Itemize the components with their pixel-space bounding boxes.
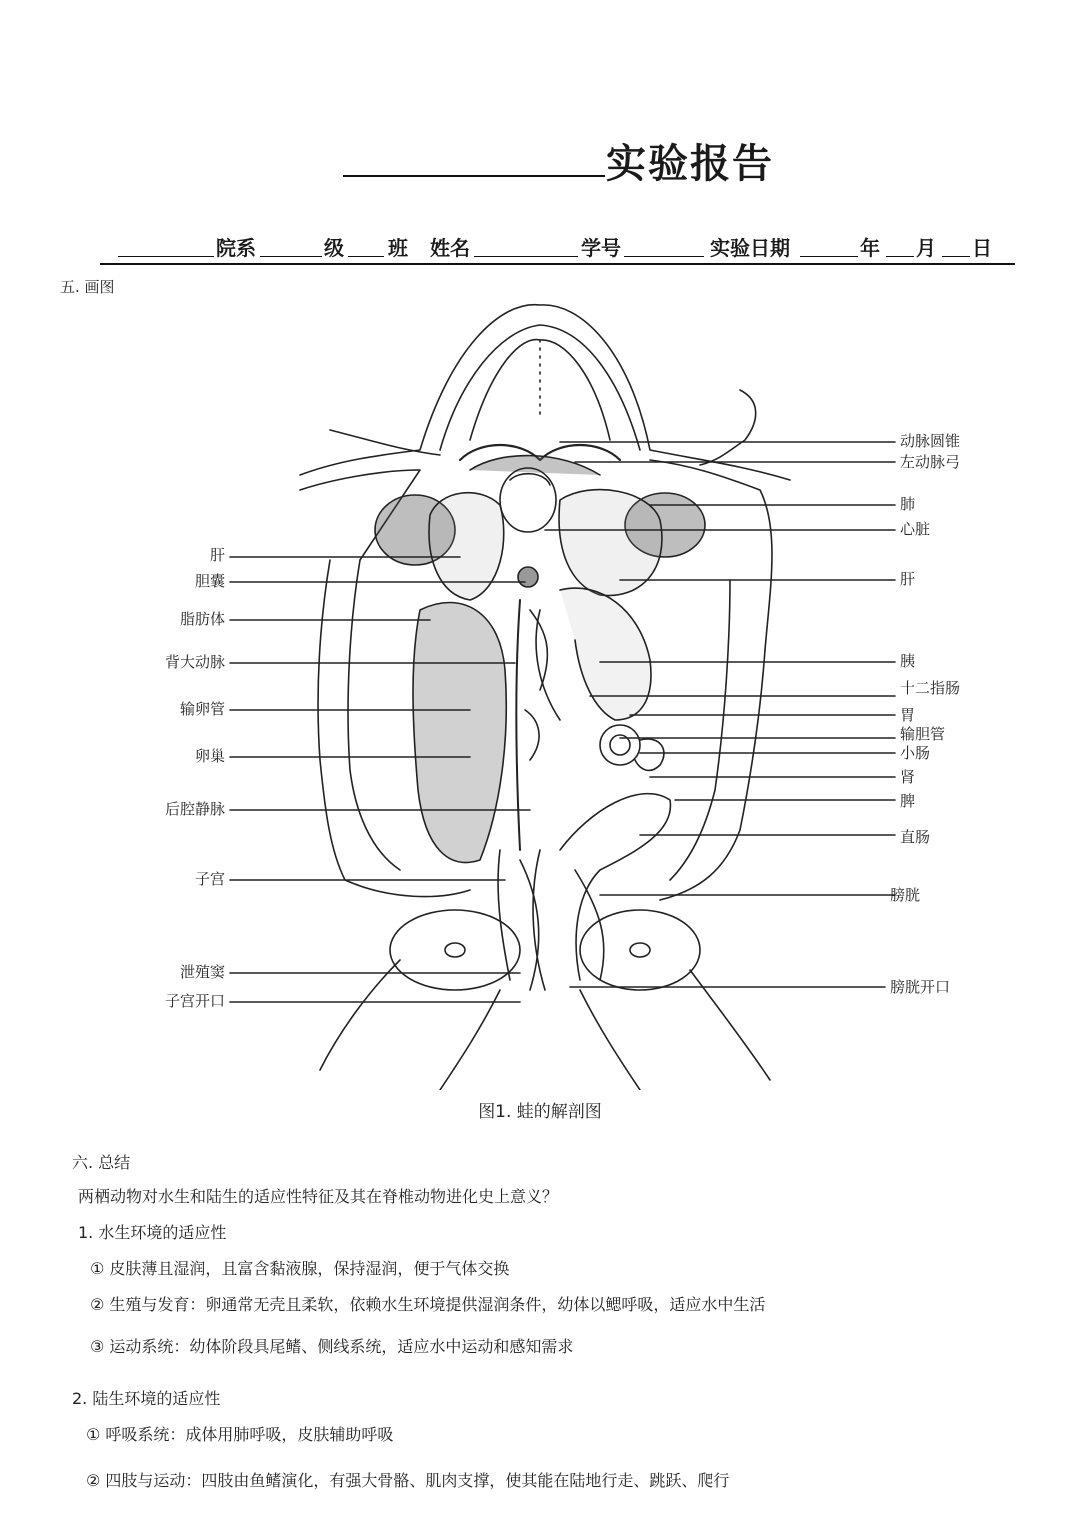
frog-dissection-figure	[0, 290, 1080, 1090]
field-grade: 级	[324, 236, 344, 260]
label-small-intestine: 小肠	[900, 744, 931, 762]
label-spleen: 脾	[900, 792, 916, 810]
blank-line	[348, 256, 384, 257]
label-conus-arteriosus: 动脉圆锥	[900, 432, 961, 450]
part2-title: 2. 陆生环境的适应性	[72, 1389, 221, 1408]
label-dorsal-aorta: 背大动脉	[164, 653, 225, 671]
figure-caption: 图1. 蛙的解剖图	[478, 1102, 602, 1122]
header-rule	[100, 263, 1015, 265]
part1-item: ① 皮肤薄且湿润，且富含黏液腺，保持湿润，便于气体交换	[90, 1259, 510, 1278]
label-cloaca: 泄殖窦	[179, 963, 225, 981]
field-day: 日	[972, 236, 992, 260]
label-heart: 心脏	[900, 520, 931, 538]
blank-line	[118, 256, 214, 257]
label-bile-duct: 输胆管	[900, 725, 946, 743]
label-posterior-vena-cava: 后腔静脉	[164, 800, 225, 818]
blank-line	[942, 256, 970, 257]
label-duodenum: 十二指肠	[900, 679, 961, 697]
summary-question: 两栖动物对水生和陆生的适应性特征及其在脊椎动物进化史上意义？	[78, 1187, 559, 1206]
field-year: 年	[860, 236, 880, 260]
part1-item: ② 生殖与发育：卵通常无壳且柔软，依赖水生环境提供湿润条件，幼体以鳃呼吸，适应水中生活	[90, 1295, 766, 1314]
summary-heading: 六. 总结	[72, 1153, 131, 1172]
student-info-row	[100, 230, 1015, 266]
label-gall-bladder: 胆囊	[194, 572, 225, 590]
label-left-aortic-arch: 左动脉弓	[900, 453, 961, 471]
label-ovary: 卵巢	[194, 747, 225, 765]
label-uterine-opening: 子宫开口	[164, 992, 225, 1010]
label-rectum: 直肠	[900, 828, 931, 846]
part1-item: ③ 运动系统：幼体阶段具尾鳍、侧线系统，适应水中运动和感知需求	[90, 1337, 574, 1356]
section-5-heading: 五. 画图	[60, 278, 115, 296]
part2-item: ① 呼吸系统：成体用肺呼吸，皮肤辅助呼吸	[86, 1425, 394, 1444]
field-month: 月	[916, 236, 936, 260]
blank-line	[624, 256, 704, 257]
label-stomach: 胃	[900, 706, 916, 724]
label-liver-right: 肝	[900, 570, 916, 588]
label-kidney: 肾	[900, 768, 916, 786]
label-bladder: 膀胱	[890, 886, 921, 904]
field-date: 实验日期	[710, 236, 790, 260]
blank-line	[800, 256, 858, 257]
field-class: 班	[388, 236, 408, 260]
label-uterus: 子宫	[194, 870, 225, 888]
title-blank-line	[343, 175, 605, 177]
label-lung: 肺	[900, 495, 916, 513]
blank-line	[886, 256, 914, 257]
field-name: 姓名	[430, 236, 470, 260]
label-oviduct: 输卵管	[179, 700, 225, 718]
blank-line	[260, 256, 322, 257]
field-student-id: 学号	[581, 236, 621, 260]
label-fat-body: 脂肪体	[179, 610, 225, 628]
part2-item: ② 四肢与运动：四肢由鱼鳍演化，有强大骨骼、肌肉支撑，使其能在陆地行走、跳跃、爬行	[86, 1471, 730, 1490]
blank-line	[474, 256, 578, 257]
report-title: 实验报告	[606, 141, 774, 187]
part1-title: 1. 水生环境的适应性	[78, 1223, 227, 1242]
label-bladder-opening: 膀胱开口	[890, 978, 951, 996]
label-pancreas: 胰	[900, 652, 916, 670]
title-row	[0, 128, 1080, 188]
label-liver-left: 肝	[209, 546, 225, 564]
field-department: 院系	[216, 236, 256, 260]
